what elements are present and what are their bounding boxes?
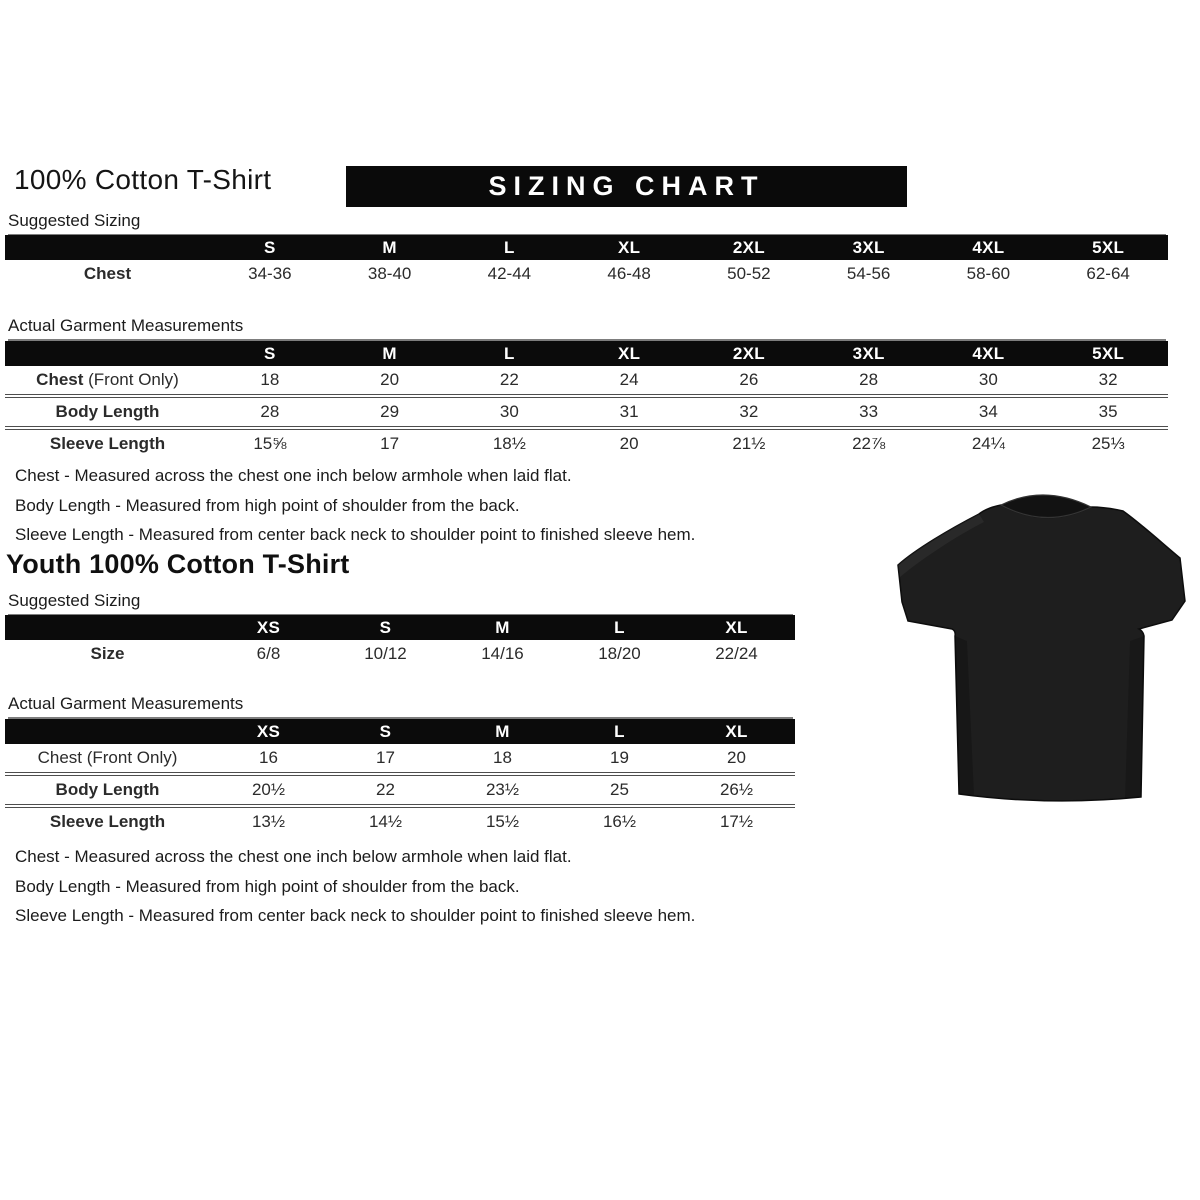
cell: 17 <box>330 428 450 458</box>
cell: 30 <box>450 396 570 428</box>
cell: 50-52 <box>727 264 771 283</box>
adult-measurement-notes <box>15 461 695 550</box>
col-header-m: M <box>330 341 450 366</box>
cell: 24 <box>619 370 639 389</box>
blank-header-cell <box>5 719 210 744</box>
cell: 34-36 <box>248 264 292 283</box>
cell: 28 <box>210 396 330 428</box>
cell: 18½ <box>450 428 570 458</box>
adult-actual-header-row <box>5 341 1168 366</box>
cell: 22⅞ <box>809 428 929 458</box>
col-header-l: L <box>450 235 570 260</box>
cell: 25⅓ <box>1048 428 1168 458</box>
col-header-5xl: 5XL <box>1048 235 1168 260</box>
youth-section-title: Youth 100% Cotton T-Shirt <box>6 549 350 579</box>
blank-header-cell <box>5 235 210 260</box>
cell: 15⅝ <box>210 428 330 458</box>
adult-suggested-header-row <box>5 235 1168 260</box>
youth-suggested-header-row <box>5 615 795 640</box>
col-header-xs: XS <box>210 719 327 744</box>
col-header-xs: XS <box>210 615 327 640</box>
adult-body-length-row <box>5 396 1168 428</box>
col-header-4xl: 4XL <box>929 235 1049 260</box>
col-header-m: M <box>444 615 561 640</box>
cell: 33 <box>809 396 929 428</box>
cell: 19 <box>610 748 629 767</box>
col-header-xl: XL <box>569 235 689 260</box>
row-label-body-length: Body Length <box>5 396 210 428</box>
cell: 62-64 <box>1086 264 1130 283</box>
row-label-sleeve-length: Sleeve Length <box>5 806 210 836</box>
note-body: Body Length - Measured from high point of shoulder from the back. <box>15 876 520 896</box>
blank-header-cell <box>5 341 210 366</box>
cell: 20 <box>727 748 746 767</box>
col-header-xl: XL <box>678 719 795 744</box>
adult-chest-range-row <box>5 260 1168 288</box>
youth-size-row <box>5 640 795 668</box>
youth-chest-row <box>5 744 795 774</box>
cell: 16 <box>259 748 278 767</box>
cell: 35 <box>1048 396 1168 428</box>
cell: 22 <box>499 370 519 389</box>
note-body: Body Length - Measured from high point of shoulder from the back. <box>15 495 520 515</box>
cell: 30 <box>978 370 998 389</box>
adult-sleeve-length-row <box>5 428 1168 458</box>
adult-actual-measurements-table <box>5 341 1168 458</box>
cell: 46-48 <box>607 264 651 283</box>
col-header-s: S <box>210 341 330 366</box>
col-header-2xl: 2XL <box>689 341 809 366</box>
cell: 24¼ <box>929 428 1049 458</box>
cell: 23½ <box>444 774 561 806</box>
cell: 18 <box>493 748 512 767</box>
youth-actual-measurements-table <box>5 719 795 836</box>
youth-body-length-row <box>5 774 795 806</box>
youth-suggested-sizing-table <box>5 615 795 668</box>
row-label-chest-front-only: Chest (Front Only) <box>37 748 178 767</box>
adult-suggested-sizing-label: Suggested Sizing <box>8 211 1166 236</box>
note-sleeve: Sleeve Length - Measured from center back neck to shoulder point to finished sleeve hem. <box>15 906 696 926</box>
row-label-text: Chest <box>83 264 132 283</box>
cell: 20 <box>569 428 689 458</box>
row-label-body-length: Body Length <box>5 774 210 806</box>
cell: 14½ <box>327 806 444 836</box>
col-header-m: M <box>330 235 450 260</box>
cell: 21½ <box>689 428 809 458</box>
cell: 28 <box>859 370 879 389</box>
col-header-xl: XL <box>569 341 689 366</box>
row-label-sleeve-length: Sleeve Length <box>5 428 210 458</box>
cell: 32 <box>1098 370 1118 389</box>
note-sleeve: Sleeve Length - Measured from center back neck to shoulder point to finished sleeve hem. <box>15 525 696 545</box>
cell: 20½ <box>210 774 327 806</box>
cell: 25 <box>561 774 678 806</box>
col-header-l: L <box>450 341 570 366</box>
row-label-chest-front-only <box>5 366 210 396</box>
blank-header-cell <box>5 615 210 640</box>
col-header-l: L <box>561 719 678 744</box>
sizing-chart-banner-label: SIZING CHART <box>488 171 765 201</box>
adult-actual-measurements-label: Actual Garment Measurements <box>8 316 1166 341</box>
adult-chest-row <box>5 366 1168 396</box>
cell: 58-60 <box>966 264 1011 283</box>
col-header-s: S <box>327 615 444 640</box>
row-label-text: Chest <box>36 370 84 389</box>
cell: 22/24 <box>715 644 758 663</box>
cell: 26 <box>739 370 759 389</box>
cell: 15½ <box>444 806 561 836</box>
cell: 18/20 <box>598 644 641 663</box>
adult-section-title: 100% Cotton T-Shirt <box>14 164 272 195</box>
cell: 20 <box>380 370 400 389</box>
youth-measurement-notes <box>15 842 695 931</box>
cell: 13½ <box>210 806 327 836</box>
cell: 26½ <box>678 774 795 806</box>
col-header-l: L <box>561 615 678 640</box>
cell: 18 <box>260 370 280 389</box>
row-label-suffix: (Front Only) <box>83 370 179 389</box>
black-tshirt-image <box>878 465 1198 810</box>
youth-sleeve-length-row <box>5 806 795 836</box>
cell: 17 <box>376 748 395 767</box>
youth-actual-header-row <box>5 719 795 744</box>
youth-actual-measurements-label: Actual Garment Measurements <box>8 694 793 719</box>
col-header-5xl: 5XL <box>1048 341 1168 366</box>
cell: 32 <box>689 396 809 428</box>
cell: 22 <box>327 774 444 806</box>
col-header-3xl: 3XL <box>809 235 929 260</box>
col-header-2xl: 2XL <box>689 235 809 260</box>
cell: 29 <box>330 396 450 428</box>
cell: 38-40 <box>367 264 412 283</box>
note-chest: Chest - Measured across the chest one inch below armhole when laid flat. <box>15 847 572 866</box>
note-chest: Chest - Measured across the chest one inch below armhole when laid flat. <box>15 466 572 485</box>
sizing-chart-banner <box>346 166 907 207</box>
col-header-3xl: 3XL <box>809 341 929 366</box>
cell: 6/8 <box>256 644 281 663</box>
adult-suggested-sizing-table <box>5 235 1168 288</box>
cell: 31 <box>569 396 689 428</box>
cell: 16½ <box>561 806 678 836</box>
col-header-s: S <box>210 235 330 260</box>
cell: 14/16 <box>481 644 524 663</box>
row-label-size: Size <box>90 644 125 663</box>
col-header-s: S <box>327 719 444 744</box>
col-header-m: M <box>444 719 561 744</box>
row-label-chest <box>5 260 210 288</box>
cell: 10/12 <box>364 644 407 663</box>
col-header-4xl: 4XL <box>929 341 1049 366</box>
cell: 34 <box>929 396 1049 428</box>
col-header-xl: XL <box>678 615 795 640</box>
youth-suggested-sizing-label: Suggested Sizing <box>8 591 793 616</box>
cell: 42-44 <box>487 264 532 283</box>
cell: 17½ <box>678 806 795 836</box>
cell: 54-56 <box>846 264 891 283</box>
